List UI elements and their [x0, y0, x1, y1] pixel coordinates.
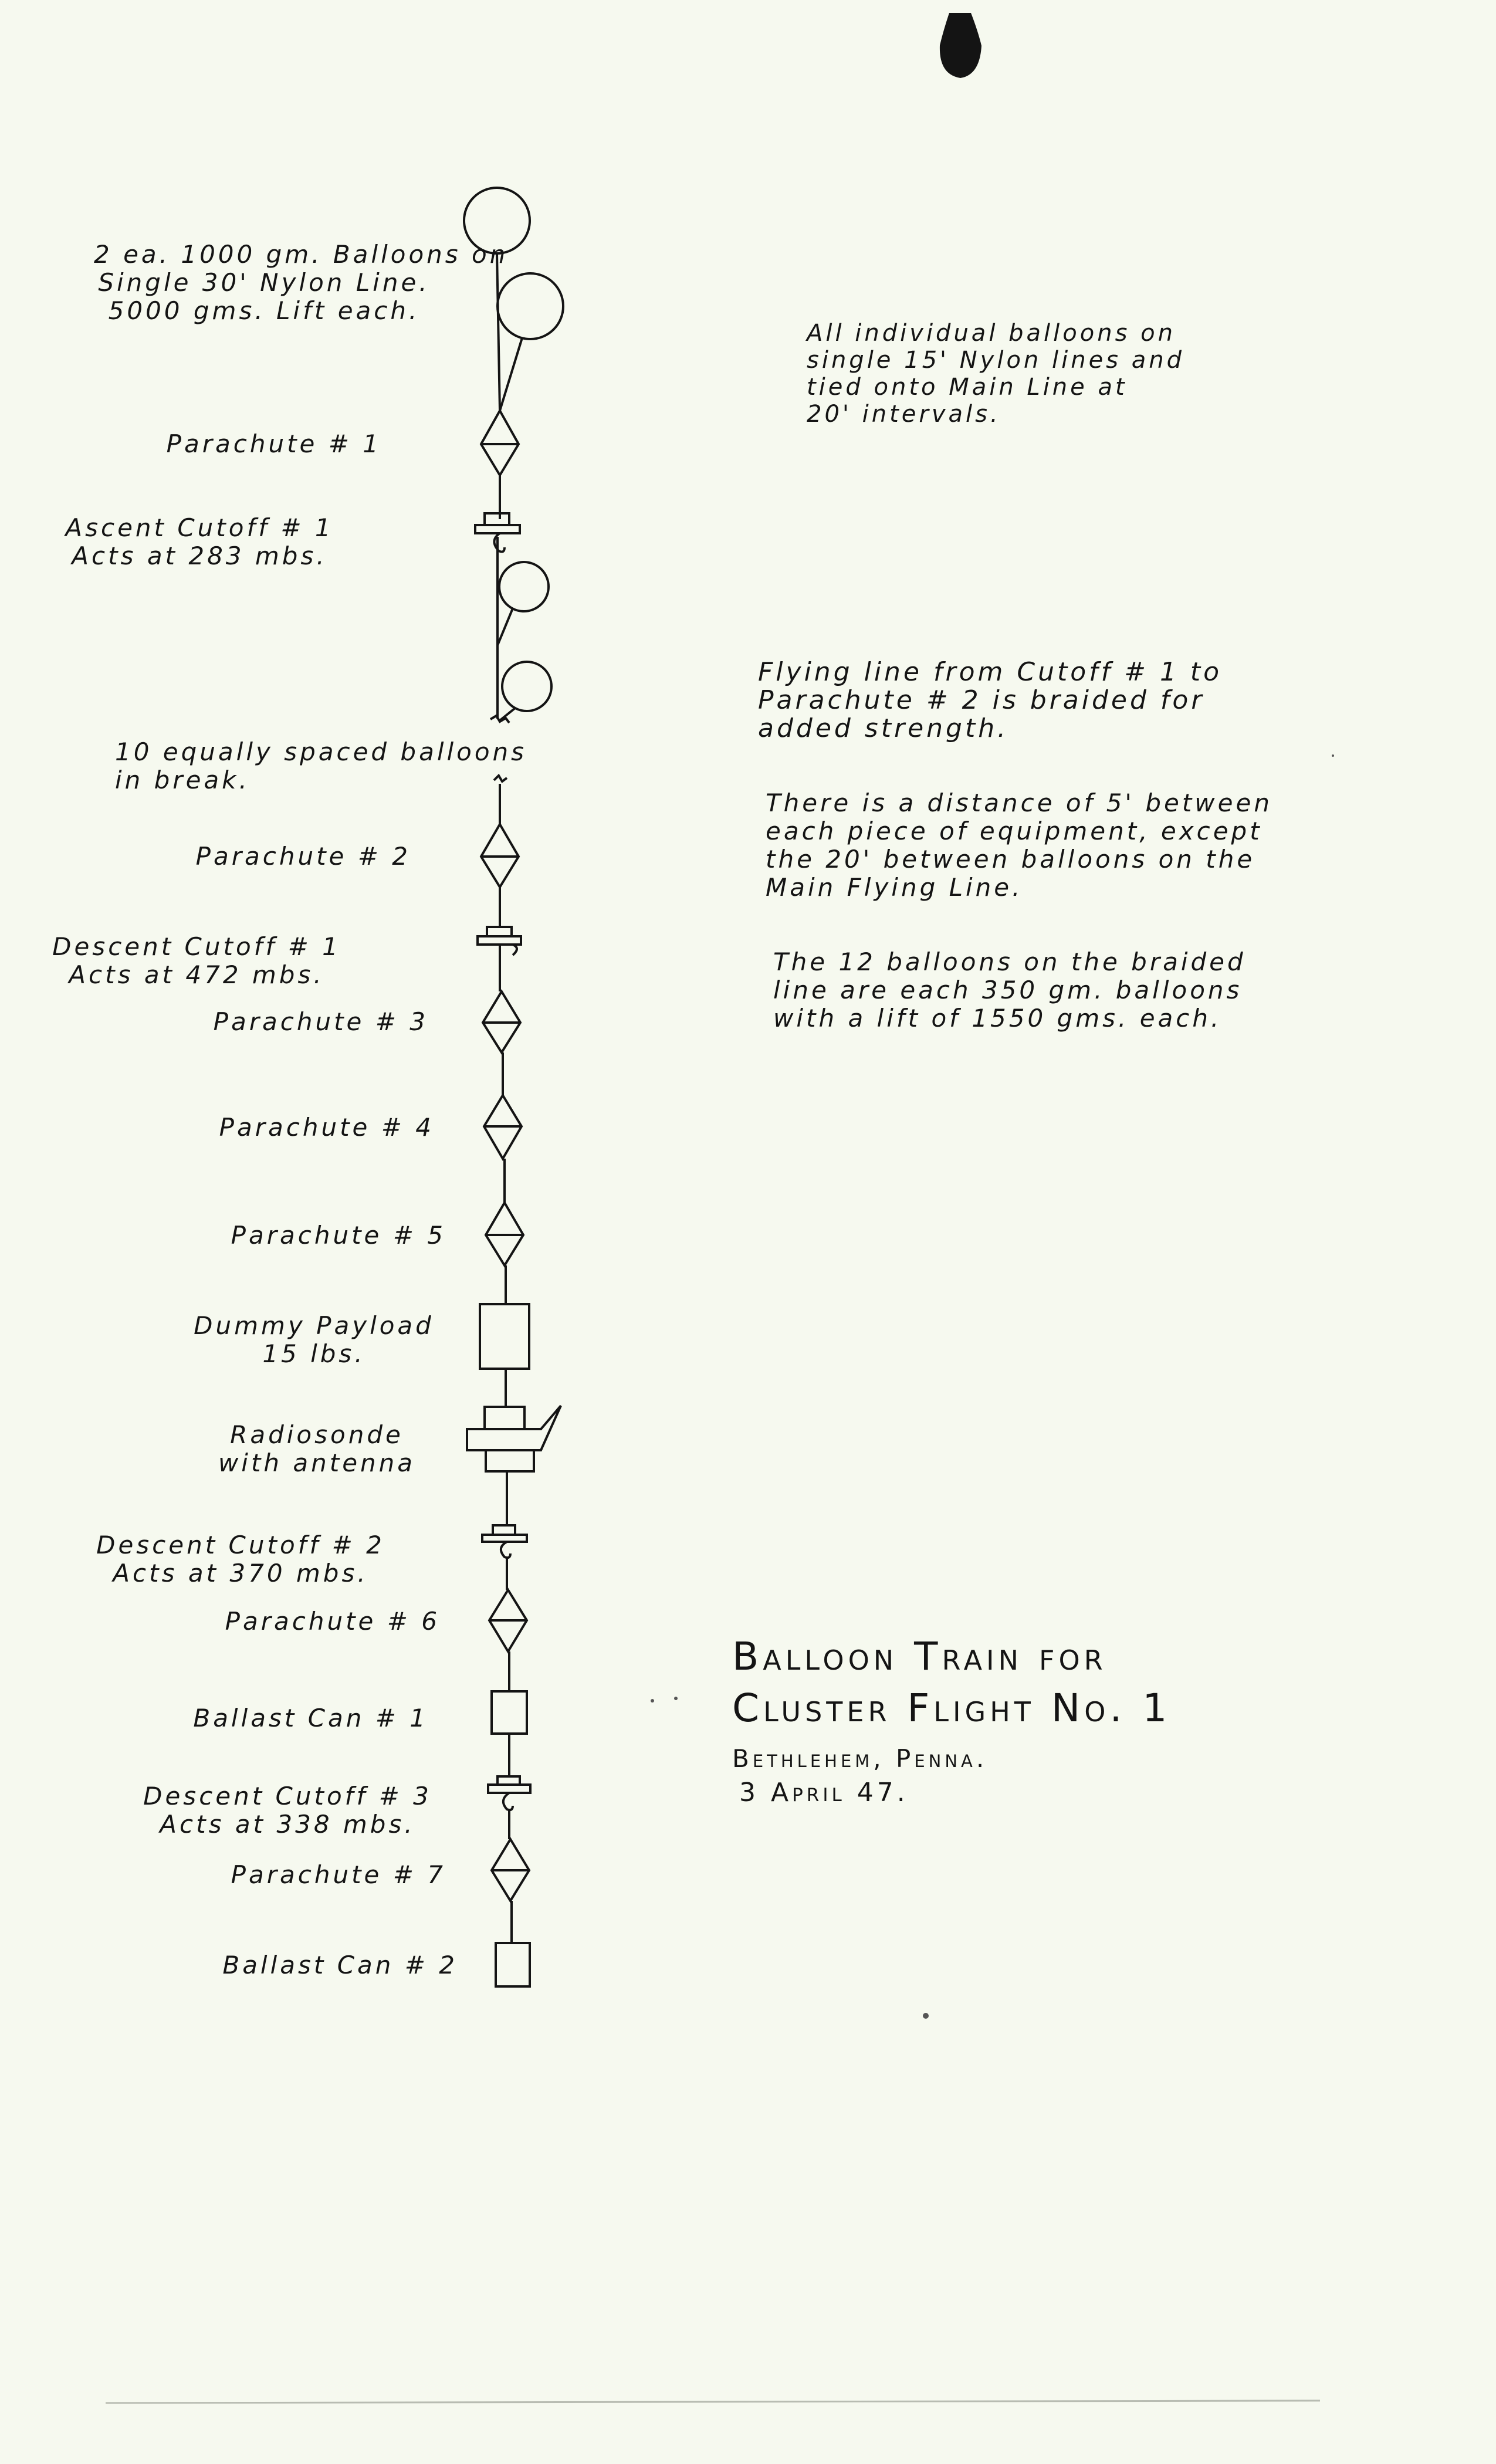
break-balloon-a: [499, 562, 549, 611]
note-twelve-balloons-line-1: The 12 balloons on the braided: [773, 947, 1246, 976]
label-descent-cutoff-3-line-1: Descent Cutoff # 3: [143, 1782, 432, 1810]
label-descent-cutoff-3: [135, 1782, 440, 1839]
radiosonde-symbol: [467, 1406, 561, 1471]
label-top-balloons: [94, 240, 509, 325]
descent-cutoff-3-symbol: [488, 1776, 530, 1810]
top-balloon-2-line: [500, 338, 522, 411]
label-descent-cutoff-1-line-2: Acts at 472 mbs.: [69, 960, 324, 989]
ballast-can-1-symbol: [492, 1691, 527, 1734]
top-balloon-1-line: [497, 253, 500, 411]
descent-cutoff-2-symbol: [482, 1525, 527, 1558]
stray-mark: [651, 1699, 654, 1703]
label-ballast-can-1: Ballast Can # 1: [193, 1704, 428, 1732]
note-twelve-balloons: [773, 948, 1246, 1033]
note-twelve-balloons-line-2: line are each 350 gm. balloons: [773, 976, 1243, 1004]
note-individual-balloons-line-4: 20' intervals.: [807, 401, 1001, 428]
note-braided-line-line-2: Parachute # 2 is braided for: [758, 685, 1205, 715]
label-dummy-payload-line-2: 15 lbs.: [262, 1339, 365, 1368]
label-top-balloons-line-3: 5000 gms. Lift each.: [108, 296, 420, 325]
note-braided-line: [758, 658, 1222, 743]
title-date: 3 April 47.: [739, 1778, 909, 1808]
label-descent-cutoff-1-line-1: Descent Cutoff # 1: [52, 932, 341, 961]
break-balloon-b: [502, 662, 551, 711]
label-radiosonde-line-1: Radiosonde: [230, 1420, 404, 1449]
label-break-balloons-line-1: 10 equally spaced balloons: [115, 737, 527, 766]
title-line-1: Balloon Train for: [732, 1634, 1107, 1679]
ballast-can-2-symbol: [496, 1943, 530, 1986]
title-line-2: Cluster Flight No. 1: [732, 1685, 1172, 1731]
note-distance-line-1: There is a distance of 5' between: [766, 788, 1272, 817]
label-ballast-can-2: Ballast Can # 2: [222, 1951, 458, 1979]
top-balloon-2: [497, 273, 563, 339]
label-parachute-6: Parachute # 6: [225, 1607, 440, 1636]
note-braided-line-line-1: Flying line from Cutoff # 1 to: [758, 657, 1223, 687]
label-descent-cutoff-2-line-1: Descent Cutoff # 2: [96, 1531, 385, 1559]
label-ascent-cutoff-1-line-1: Ascent Cutoff # 1: [65, 513, 334, 542]
label-descent-cutoff-2: [88, 1531, 393, 1588]
label-top-balloons-line-2: Single 30' Nylon Line.: [98, 268, 430, 297]
title-block: [732, 1631, 1171, 1809]
note-distance-line-4: Main Flying Line.: [766, 873, 1023, 902]
label-parachute-3: Parachute # 3: [213, 1007, 428, 1036]
label-parachute-7: Parachute # 7: [231, 1860, 446, 1889]
label-descent-cutoff-2-line-2: Acts at 370 mbs.: [113, 1559, 368, 1588]
note-distance-line-2: each piece of equipment, except: [766, 817, 1263, 845]
label-break-balloons: [115, 737, 527, 794]
note-distance: [766, 789, 1272, 902]
label-radiosonde: [199, 1421, 434, 1477]
label-ascent-cutoff-1: [41, 514, 358, 570]
bottom-edge-rule: [106, 2401, 1320, 2403]
label-dummy-payload-line-1: Dummy Payload: [194, 1311, 434, 1340]
label-descent-cutoff-3-line-2: Acts at 338 mbs.: [160, 1810, 415, 1839]
note-twelve-balloons-line-3: with a lift of 1550 gms. each.: [773, 1004, 1222, 1033]
label-break-balloons-line-2: in break.: [115, 766, 250, 794]
label-radiosonde-line-2: with antenna: [218, 1448, 416, 1477]
line-break-bottom: [494, 776, 507, 781]
title-location: Bethlehem, Penna.: [732, 1744, 988, 1773]
label-parachute-4: Parachute # 4: [219, 1113, 434, 1142]
dummy-payload-symbol: [480, 1304, 529, 1369]
hanging-hole: [940, 13, 981, 78]
label-descent-cutoff-1: [23, 933, 370, 989]
label-top-balloons-line-1: 2 ea. 1000 gm. Balloons on: [94, 240, 509, 269]
label-dummy-payload: [194, 1312, 434, 1368]
note-individual-balloons: [807, 320, 1184, 428]
note-individual-balloons-line-2: single 15' Nylon lines and: [807, 347, 1184, 374]
note-distance-line-3: the 20' between balloons on the: [766, 845, 1255, 874]
label-ascent-cutoff-1-line-2: Acts at 283 mbs.: [72, 541, 327, 570]
label-parachute-1: Parachute # 1: [166, 429, 381, 458]
label-parachute-2: Parachute # 2: [195, 842, 411, 871]
note-individual-balloons-line-1: All individual balloons on: [807, 320, 1176, 347]
note-braided-line-line-3: added strength.: [758, 713, 1009, 743]
note-individual-balloons-line-3: tied onto Main Line at: [807, 374, 1128, 401]
label-parachute-5: Parachute # 5: [231, 1221, 446, 1250]
